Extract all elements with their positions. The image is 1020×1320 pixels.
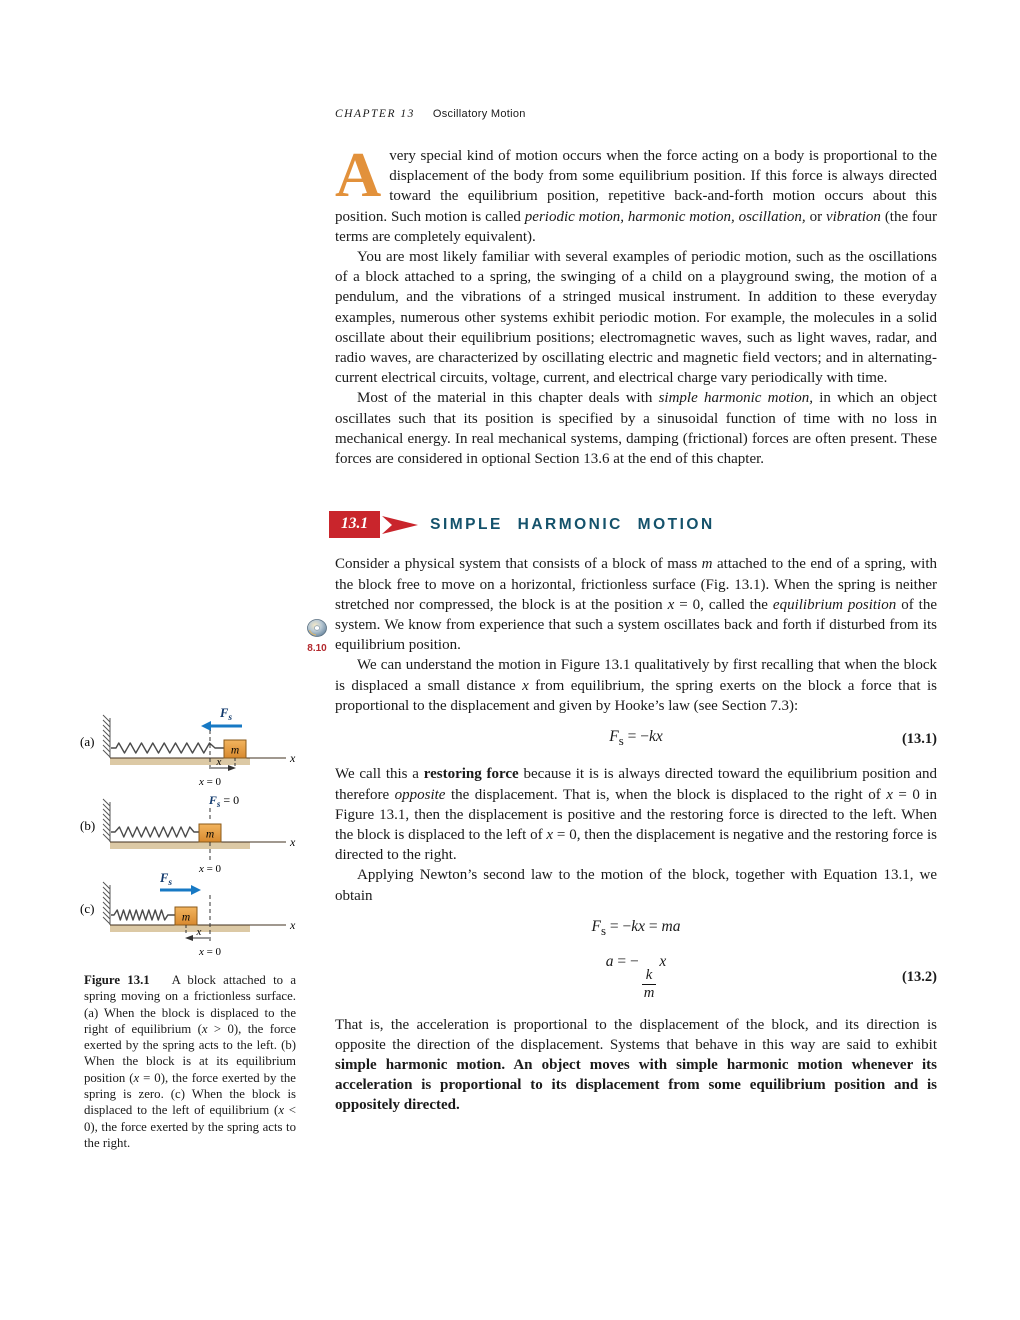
section-heading (329, 511, 937, 538)
equation-newton (335, 917, 937, 941)
force-arrow-a (201, 706, 242, 731)
figure-13-1-diagram (78, 700, 306, 962)
axis-label-c: x (290, 918, 296, 932)
mass-label-a: m (230, 744, 240, 757)
subfigure-a (80, 706, 296, 788)
section-arrow-icon (382, 513, 418, 537)
surface-c (110, 925, 250, 932)
body-paragraph-1: Consider a physical system that consists of a block of mass m attached to the end of a spring, with the block free to move on a horizontal, frictionless surface (Fig. 13.1). When the spring is neither stretched nor compressed, the block is at the position x = 0, called the equilibrium position of the system. We know from experience that such a system oscillates back and forth if disturbed from its equilibrium position. (335, 556, 937, 654)
subfigure-c (80, 871, 296, 958)
equation-newton-expression: $F_s = -kx$ = ma (591, 917, 681, 938)
dropcap-letter: A (335, 139, 382, 210)
chapter-number: CHAPTER 13 (335, 108, 415, 120)
axis-label-b: x (290, 835, 296, 849)
body-paragraph-3: We call this a restoring force because it is is always directed toward the equilibrium position and therefore opposite the displacement. That is, when the block is displaced to the right of x = 0 in Figure 13.1, then the displacement is positive and the restoring force is directed to the left. When the block is displaced to the left of x = 0, then the displacement is negative and the restoring force is directed to the right. (335, 766, 937, 864)
origin-label-a: x = 0 (198, 776, 222, 788)
subfigure-c-label: (c) (80, 901, 95, 916)
intro-paragraph-1 (335, 139, 937, 247)
force-label-a: $F_s$ (219, 706, 233, 723)
equation-13-1-expression: $F_s = -kx$ (609, 728, 663, 749)
force-arrow-c (159, 871, 201, 895)
wall-b (103, 799, 110, 842)
force-zero-label-b: $F_s = 0$ (208, 793, 240, 809)
cd-media-badge (302, 618, 332, 654)
main-text-column (335, 139, 938, 1116)
axis-label-a: x (290, 751, 296, 765)
figure-13-1 (78, 700, 310, 967)
wall-a (103, 715, 110, 758)
media-badge-number: 8.10 (307, 643, 327, 654)
chapter-title: Oscillatory Motion (432, 108, 526, 120)
equation-13-1 (335, 727, 937, 751)
equation-13-2-number: (13.2) (901, 968, 937, 985)
mass-label-b: m (205, 828, 215, 841)
equation-13-2-expression: a = − $\frac{k}{m}$ x (605, 953, 667, 1002)
origin-label-c: x = 0 (198, 946, 222, 958)
equation-13-2 (335, 952, 937, 1001)
spring-b (111, 827, 199, 837)
section-title: SIMPLE HARMONIC MOTION (430, 515, 715, 533)
origin-label-b: x = 0 (198, 863, 222, 875)
intro-paragraph-2: You are most likely familiar with several examples of periodic motion, such as the oscillations of a block attached to a spring, the swinging of a child on a playground swing, the motion of a pendulum, and the vibrations of a stringed musical instrument. In addition to these everyday examples, numerous other systems exhibit periodic motion. For example, the molecules in a solid oscillate about their equilibrium positions; electromagnetic waves, such as light waves, radar, and radio waves, are characterized by oscillating electric and magnetic field vectors; and in alternating-current electrical circuits, voltage, current, and electrical charge vary periodically with time. (335, 249, 937, 387)
mass-label-c: m (181, 911, 191, 924)
subfigure-a-label: (a) (80, 734, 95, 749)
intro-paragraph-1-text: very special kind of motion occurs when the force acting on a body is proportional to the displacement of the body from some equilibrium position. If this force is always directed toward the equilibrium position, repetitive back-and-forth motion occurs about this position. Such motion is called periodic motion, harmonic motion, oscillation, or vibration (the four terms are completely equivalent). (335, 148, 937, 245)
cd-disc-icon (304, 618, 330, 638)
figure-13-1-caption: Figure 13.1 A block attached to a spring moving on a frictionless surface. (a) When the block is displaced to the right of equilibrium (x > 0), the force exerted by the spring acts to the left. (b) When the block is at its equilibrium position (x = 0), the force exerted by the spring is zero. (c) When the block is displaced to the left of equilibrium (x < 0), the force exerted by the spring acts to the right. (84, 973, 297, 1150)
equation-13-1-number: (13.1) (901, 731, 937, 748)
surface-a (110, 758, 250, 765)
subfigure-b (80, 793, 296, 875)
section-number-badge: 13.1 (329, 511, 380, 538)
wall-c (103, 882, 110, 925)
force-label-c: $F_s$ (159, 871, 173, 888)
displacement-label-c: x (196, 926, 202, 938)
body-paragraph-4: Applying Newton’s second law to the motion of the block, together with Equation 13.1, we obtain (335, 867, 937, 904)
spring-a (111, 743, 224, 753)
body-paragraph-5: That is, the acceleration is proportional to the displacement of the block, and its direction is opposite the direction of the displacement. Systems that behave in this way are said to exhibit simple harmonic motion. An object moves with simple harmonic motion whenever its acceleration is proportional to its displacement from some equilibrium position and is oppositely directed. (335, 1016, 937, 1114)
displacement-label-a: x (216, 756, 222, 768)
intro-paragraph-3: Most of the material in this chapter deals with simple harmonic motion, in which an object oscillates such that its position is specified by a sinusoidal function of time with no loss in mechanical energy. In real mechanical systems, damping (frictional) forces are often present. These forces are considered in optional Section 13.6 at the end of this chapter. (335, 390, 938, 468)
subfigure-b-label: (b) (80, 818, 96, 833)
spring-c (111, 910, 175, 920)
body-paragraph-2: We can understand the motion in Figure 13.1 qualitatively by first recalling that when the block is displaced a small distance x from equilibrium, the spring exerts on the block a force that is proportional to the displacement and given by Hooke’s law (see Section 7.3): (335, 657, 937, 714)
surface-b (110, 842, 250, 849)
chapter-header (335, 108, 526, 120)
